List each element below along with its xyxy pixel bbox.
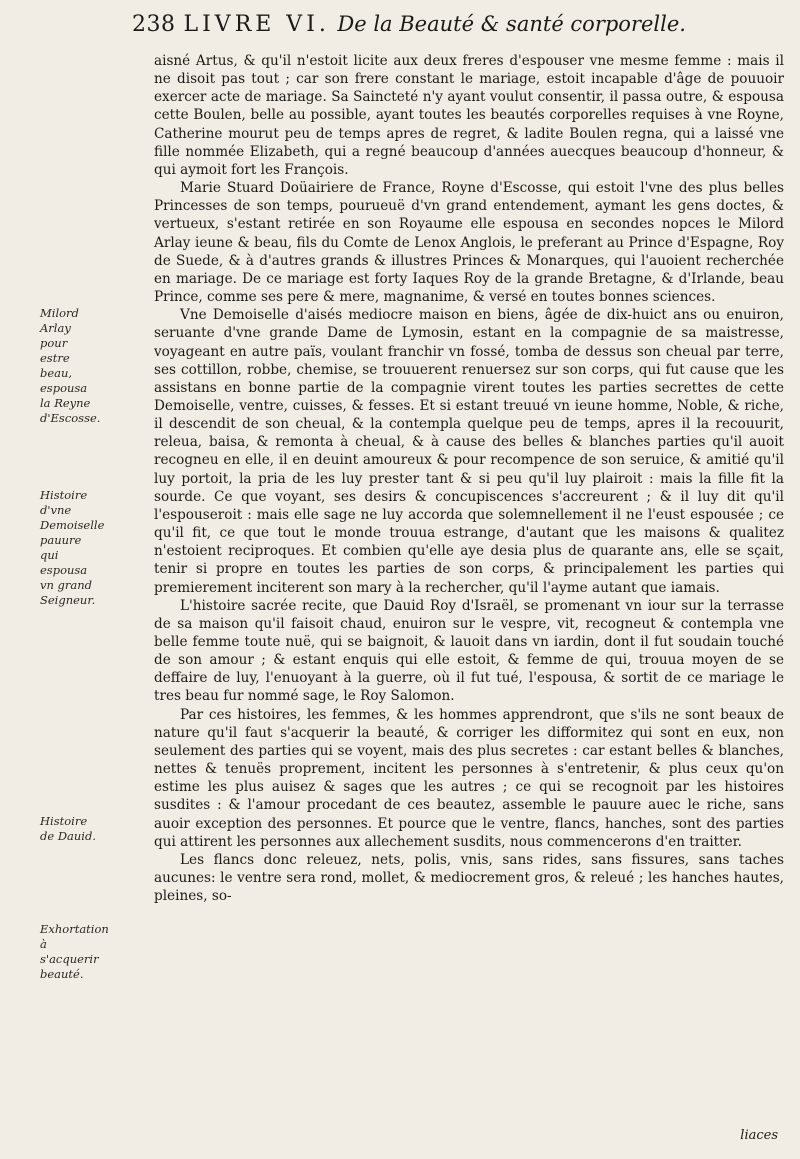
paragraph: aisné Artus, & qu'il n'estoit licite aux deux freres d'espouser vne mesme femme : mais il ne disoit pas tout ; car son frere constant le mariage, estoit incapable d'âge de pouuoir exercer acte de mariage. Sa Saincteté n'y ayant voulut consentir, il passa outre, & espousa cette Boulen, belle au possible, ayant toutes les beautés corporelles requises à vne Royne, Catherine mourut peu de temps apres de regret, & ladite Boulen regna, qui a laissé vne fille nommée Elizabeth, qui a regné beaucoup d'années auecques beaucoup d'honneur, & qui aymoit fort les François. <box>154 53 784 178</box>
paragraph: Marie Stuard Doüairiere de France, Royne d'Escosse, qui estoit l'vne des plus belles Princesses de son temps, pourueuë d'vn grand entendement, aymant les gens doctes, & vertueux, s'estant retirée en son Royaume elle espousa en secondes nopces le Milord Arlay ieune & beau, fils du Comte de Lenox Anglois, le preferant au Prince d'Espagne, Roy de Suede, & à d'autres grands & illustres Princes & Monarques, qui l'auoient recherchée en mariage. De ce mariage est forty Iaques Roy de la grande Bretagne, & d'Irlande, beau Prince, comme ses pere & mere, magnanime, & versé en toutes bonnes sciences. <box>154 180 784 306</box>
margin-note-dauid: Histoire de Dauid. <box>40 814 97 843</box>
catchword: liaces <box>740 1128 778 1143</box>
paragraph: Par ces histoires, les femmes, & les hommes apprendront, que s'ils ne sont beaux de nature qu'il faut s'acquerir la beauté, & corriger les difformitez qui sont en eux, non seulement des parties qui se voyent, mais des plus secretes : car estant belles & blanches, nettes & tenuës proprement, incitent les personnes à s'entretenir, & plus ceux qu'on estime les plus auisez & sages que les autres ; ce qui se recognoit par les histoires susdites : & l'amour procedant de ces beautez, assemble le pauure auec le riche, sans auoir exception des personnes. Et pource que le ventre, flancs, hanches, sont des parties qui attirent les personnes aux allechement susdits, nous commencerons d'en traitter. <box>154 706 784 850</box>
main-text <box>154 52 784 905</box>
running-header <box>132 12 772 46</box>
page-number: 238 <box>132 12 176 37</box>
paragraph: Les flancs donc releuez, nets, polis, vnis, sans rides, sans fissures, sans taches aucunes: le ventre sera rond, mollet, & mediocrement gros, & releué ; les hanches hautes, pleines, so- <box>154 851 784 905</box>
margin-note-exhortation: Exhortation à s'acquerir beauté. <box>40 922 109 981</box>
paragraph: Vne Demoiselle d'aisés mediocre maison en biens, âgée de dix-huict ans ou enuiron, seruante d'vne grande Dame de Lymosin, estant en la compagnie de sa maistresse, voyageant en autre païs, voulant franchir vn fossé, tomba de dessus son cheual par terre, ses cottillon, robbe, chemise, se trouuerent renuersez sur son corps, qui fut cause que les assistans en bonne partie de la compagnie virent toutes les parties secrettes de cette Demoiselle, ventre, cuisses, & fesses. Et si estant treuué vn ieune homme, Noble, & riche, il descendit de son cheual, & la contempla quelque peu de temps, apres il la recouurit, releua, baisa, & remonta à cheual, & à cause des belles & blanches parties qu'il auoit recogneu en elle, il en deuint amoureux & pour recompence de son seruice, & amitié qu'il luy portoit, la pria de les luy prester tant & si peu qu'il luy plairoit : mais la fille fit la sourde. Ce que voyant, ses desirs & concupiscences s'accreurent ; & il luy dit qu'il l'espouseroit : mais elle sage ne luy accorda que solemnellement il ne l'eust espousée ; ce qu'il fit, ce que tout le monde trouua estrange, d'autant que les maisons & qualitez n'estoient reciproques. Et combien qu'elle aye desia plus de quarante ans, elle se sçait, tenir si propre en toutes les parties de son corps, & principalement les parties qui premierement inciterent son mary à la rechercher, qu'il l'ayme autant que iamais. <box>154 307 784 596</box>
book-label: LIVRE VI. <box>183 12 330 37</box>
running-title: De la Beauté & santé corporelle. <box>337 12 686 36</box>
margin-note-milord: Milord Arlay pour estre beau, espousa la Reyne d'Escosse. <box>40 306 101 425</box>
margin-note-demoiselle: Histoire d'vne Demoiselle pauure qui espousa vn grand Seigneur. <box>40 488 105 607</box>
paragraph: L'histoire sacrée recite, que Dauid Roy d'Israël, se promenant vn iour sur la terrasse de sa maison qu'il faisoit chaud, enuiron sur le vespre, vit, recogneut & contempla vne belle femme toute nuë, qui se baignoit, & lauoit dans vn iardin, dont il fut soudain touché de son amour ; & estant enquis qui elle estoit, & femme de qui, trouua moyen de se deffaire de luy, l'enuoyant à la guerre, où il fut tué, l'espousa, & sortit de ce mariage le tres beau fur nommé sage, le Roy Salomon. <box>154 597 784 705</box>
